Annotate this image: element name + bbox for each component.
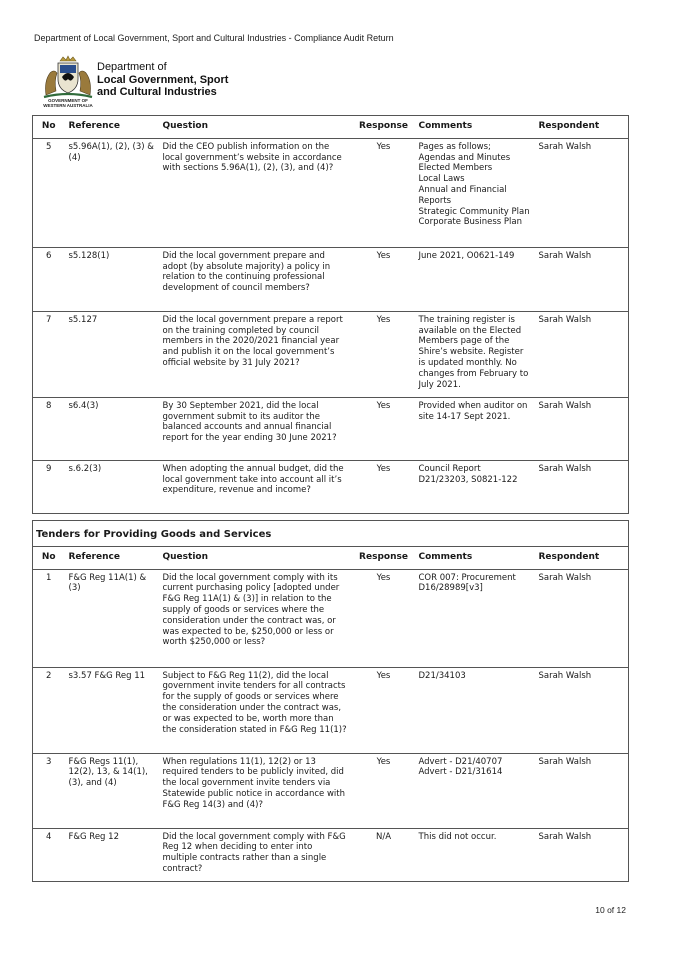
audit-table-tenders (32, 520, 629, 882)
logo-caption-line2: WESTERN AUSTRALIA (43, 103, 93, 108)
table-row (33, 569, 629, 667)
cell-comments: COR 007: Procurement D16/28989[v3] (415, 569, 535, 667)
cell-respondent: Sarah Walsh (535, 397, 629, 460)
cell-reference: F&G Reg 11A(1) & (3) (65, 569, 159, 667)
table-row (33, 828, 629, 881)
cell-response: Yes (353, 247, 415, 311)
logo-caption-line1: GOVERNMENT OF (48, 98, 88, 103)
cell-response: Yes (353, 397, 415, 460)
cell-response: Yes (353, 311, 415, 397)
dept-line-1: Department of (97, 61, 167, 73)
cell-respondent: Sarah Walsh (535, 828, 629, 881)
col-header-respondent: Respondent (535, 546, 629, 569)
section-title: Tenders for Providing Goods and Services (33, 521, 629, 547)
department-name (97, 61, 228, 99)
col-header-response: Response (353, 546, 415, 569)
cell-comments: Pages as follows; Agendas and Minutes Elected Members Local Laws Annual and Financial Reports Strategic Community Plan Corporate Business Plan (415, 138, 535, 247)
dept-line-3: and Cultural Industries (97, 86, 217, 98)
cell-no: 5 (33, 138, 65, 247)
running-title: Department of Local Government, Sport and Cultural Industries - Compliance Audit Return (34, 33, 394, 43)
cell-comments: D21/34103 (415, 667, 535, 753)
cell-no: 9 (33, 460, 65, 513)
cell-question: When regulations 11(1), 12(2) or 13 required tenders to be publicly invited, did the local government invite tenders via Statewide public notice in accordance with F&G Reg 14(3) and (4)? (159, 753, 353, 828)
section-title-row (33, 521, 629, 547)
cell-comments: June 2021, O0621-149 (415, 247, 535, 311)
cell-reference: s5.127 (65, 311, 159, 397)
cell-comments: The training register is available on the Elected Members page of the Shire’s website. Register is updated monthly. No changes from February to July 2021. (415, 311, 535, 397)
cell-reference: s5.96A(1), (2), (3) & (4) (65, 138, 159, 247)
cell-response: Yes (353, 667, 415, 753)
cell-respondent: Sarah Walsh (535, 138, 629, 247)
cell-question: By 30 September 2021, did the local government submit to its auditor the balanced accounts and annual financial report for the year ending 30 June 2021? (159, 397, 353, 460)
cell-response: Yes (353, 753, 415, 828)
table-header-row (33, 546, 629, 569)
cell-response: Yes (353, 138, 415, 247)
cell-no: 6 (33, 247, 65, 311)
cell-question: Subject to F&G Reg 11(2), did the local government invite tenders for all contracts for the supply of goods or services where the consideration under the contract was, or was expected to be, worth more than the consideration stated in F&G Reg 11(1)? (159, 667, 353, 753)
cell-no: 1 (33, 569, 65, 667)
cell-reference: s3.57 F&G Reg 11 (65, 667, 159, 753)
cell-response: Yes (353, 569, 415, 667)
cell-question: Did the local government prepare a report on the training completed by council members in the 2020/2021 financial year and publish it on the local government’s official website by 31 July 2021? (159, 311, 353, 397)
col-header-question: Question (159, 546, 353, 569)
col-header-comments: Comments (415, 546, 535, 569)
table-header-row (33, 116, 629, 139)
cell-comments: Council Report D21/23203, S0821-122 (415, 460, 535, 513)
cell-comments: Provided when auditor on site 14-17 Sept 2021. (415, 397, 535, 460)
cell-response: N/A (353, 828, 415, 881)
cell-response: Yes (353, 460, 415, 513)
cell-respondent: Sarah Walsh (535, 667, 629, 753)
cell-reference: F&G Reg 12 (65, 828, 159, 881)
col-header-respondent: Respondent (535, 116, 629, 139)
cell-question: Did the local government comply with its current purchasing policy [adopted under F&G Reg 11A(1) & (3)] in relation to the supply of goods or services where the consideration under the contract was, or was expected to be, $250,000 or less or worth $250,000 or less? (159, 569, 353, 667)
cell-question: When adopting the annual budget, did the local government take into account all it’s expenditure, revenue and income? (159, 460, 353, 513)
table-row (33, 667, 629, 753)
cell-question: Did the local government comply with F&G Reg 12 when deciding to enter into multiple contracts rather than a single contract? (159, 828, 353, 881)
cell-reference: s.6.2(3) (65, 460, 159, 513)
dept-line-2: Local Government, Sport (97, 73, 229, 86)
logo-caption (38, 98, 98, 108)
cell-comments: Advert - D21/40707 Advert - D21/31614 (415, 753, 535, 828)
cell-no: 8 (33, 397, 65, 460)
cell-respondent: Sarah Walsh (535, 753, 629, 828)
table-row (33, 138, 629, 247)
col-header-question: Question (159, 116, 353, 139)
cell-reference: s6.4(3) (65, 397, 159, 460)
page-number: 10 of 12 (595, 905, 626, 915)
col-header-response: Response (353, 116, 415, 139)
col-header-no: No (33, 546, 65, 569)
table-row (33, 247, 629, 311)
cell-reference: s5.128(1) (65, 247, 159, 311)
table-row (33, 397, 629, 460)
cell-no: 4 (33, 828, 65, 881)
cell-question: Did the local government prepare and adopt (by absolute majority) a policy in relation to the continuing professional development of council members? (159, 247, 353, 311)
cell-no: 3 (33, 753, 65, 828)
col-header-comments: Comments (415, 116, 535, 139)
audit-table-1 (32, 115, 629, 514)
cell-respondent: Sarah Walsh (535, 460, 629, 513)
cell-respondent: Sarah Walsh (535, 311, 629, 397)
col-header-no: No (33, 116, 65, 139)
table-row (33, 311, 629, 397)
cell-respondent: Sarah Walsh (535, 569, 629, 667)
table-row (33, 460, 629, 513)
cell-comments: This did not occur. (415, 828, 535, 881)
col-header-reference: Reference (65, 546, 159, 569)
col-header-reference: Reference (65, 116, 159, 139)
cell-respondent: Sarah Walsh (535, 247, 629, 311)
table-row (33, 753, 629, 828)
cell-no: 2 (33, 667, 65, 753)
cell-no: 7 (33, 311, 65, 397)
cell-reference: F&G Regs 11(1), 12(2), 13, & 14(1), (3), and (4) (65, 753, 159, 828)
cell-question: Did the CEO publish information on the local government’s website in accordance with sections 5.96A(1), (2), (3), and (4)? (159, 138, 353, 247)
